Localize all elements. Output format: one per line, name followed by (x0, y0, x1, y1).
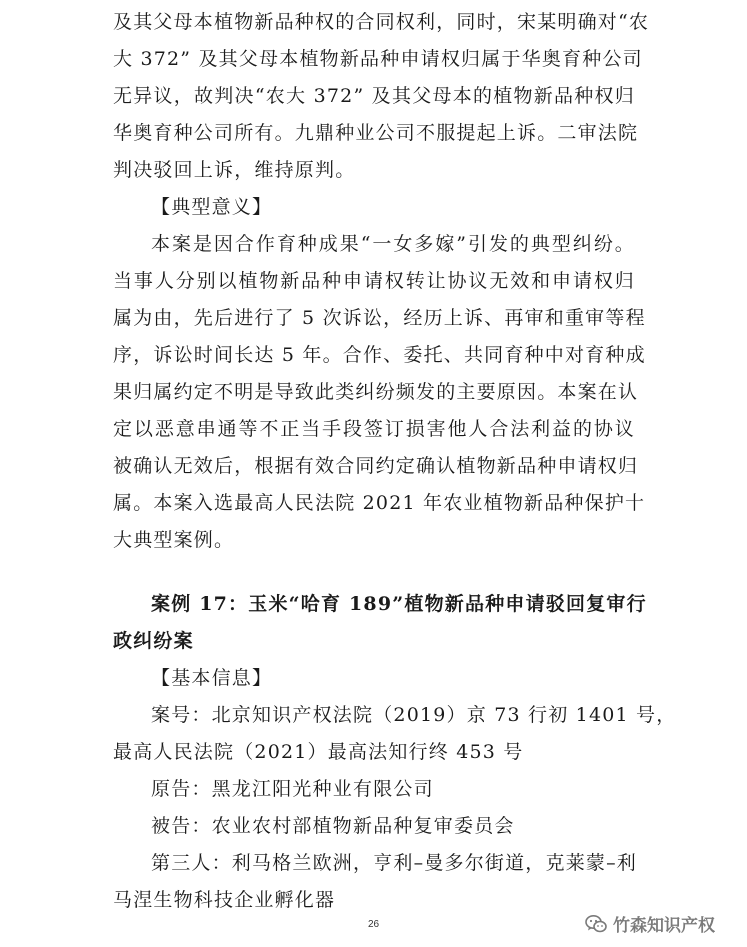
text-line: 属。本案入选最高人民法院 2021 年农业植物新品种保护十 (113, 492, 646, 514)
plaintiff: 原告：黑龙江阳光种业有限公司 (151, 778, 434, 800)
text-line: 无异议，故判决“农大 372” 及其父母本的植物新品种权归 (113, 85, 635, 107)
text-line: 华奥育种公司所有。九鼎种业公司不服提起上诉。二审法院 (113, 122, 639, 144)
text-line: 被确认无效后，根据有效合同约定确认植物新品种申请权归 (113, 455, 639, 477)
section-heading-significance: 【典型意义】 (151, 196, 273, 218)
case-title: 政纠纷案 (113, 630, 194, 652)
defendant: 被告：农业农村部植物新品种复审委员会 (151, 815, 515, 837)
text-line: 及其父母本植物新品种权的合同权利，同时，宋某明确对“农 (113, 11, 650, 33)
text-line: 属为由，先后进行了 5 次诉讼，经历上诉、再审和重审等程 (113, 307, 646, 329)
text-line: 判决驳回上诉，维持原判。 (113, 159, 356, 181)
text-line: 大 372” 及其父母本植物新品种申请权归属于华奥育种公司 (113, 48, 643, 70)
text-line: 当事人分别以植物新品种申请权转让协议无效和申请权归 (113, 270, 635, 292)
case-number: 案号：北京知识产权法院（2019）京 73 行初 1401 号， (151, 704, 677, 726)
wechat-icon (585, 914, 607, 934)
text-line: 本案是因合作育种成果“一女多嫁”引发的典型纠纷。 (151, 233, 635, 255)
text-line: 大典型案例。 (113, 529, 235, 551)
third-party: 马涅生物科技企业孵化器 (113, 889, 336, 911)
text-line: 序，诉讼时间长达 5 年。合作、委托、共同育种中对育种成 (113, 344, 646, 366)
case-title: 案例 17：玉米“哈育 189”植物新品种申请驳回复审行 (151, 593, 647, 615)
case-number: 最高人民法院（2021）最高法知行终 453 号 (113, 741, 524, 763)
section-heading-basic-info: 【基本信息】 (151, 667, 273, 689)
text-line: 定以恶意串通等不正当手段签订损害他人合法利益的协议 (113, 418, 635, 440)
text-line: 果归属约定不明是导致此类纠纷频发的主要原因。本案在认 (113, 381, 639, 403)
watermark (585, 911, 715, 936)
third-party: 第三人：利马格兰欧洲，亨利–曼多尔街道，克莱蒙–利 (151, 852, 638, 874)
page-number: 26 (367, 919, 380, 930)
watermark-text: 竹森知识产权 (613, 916, 715, 936)
